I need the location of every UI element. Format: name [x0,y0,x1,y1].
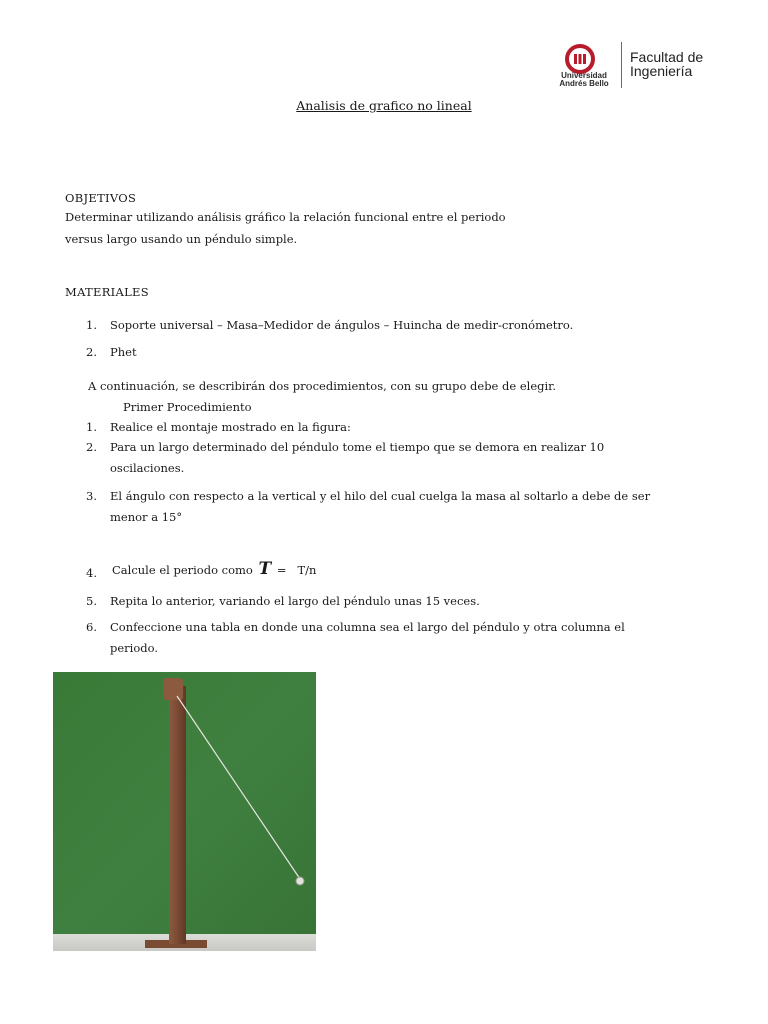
university-emblem-icon [565,44,595,74]
step-2-line2: oscilaciones. [110,461,185,475]
period-symbol: T [258,559,272,579]
pendulum-setup-image [53,672,316,951]
faculty-name-line1: Facultad de [630,49,704,65]
faculty-name [630,50,703,78]
pendulum-bob [296,877,304,885]
materiales-item-1: Soporte universal – Masa–Medidor de ángulos – Huincha de medir-cronómetro. [110,318,574,332]
university-name [550,72,618,88]
step-6-line2: periodo. [110,641,159,655]
faculty-name-line2: Ingeniería [630,63,693,79]
step-1-number: 1. [86,420,97,434]
procedimiento-heading: Primer Procedimiento [123,400,252,414]
university-name-line2: Andrés Bello [559,79,609,88]
step-1-text: Realice el montaje mostrado en la figura: [110,420,351,434]
step-3-line1: El ángulo con respecto a la vertical y el hilo del cual cuelga la masa al soltarlo a debe de ser [110,489,651,503]
objetivos-line1: Determinar utilizando análisis gráfico la relación funcional entre el periodo [65,210,506,224]
step-5-number: 5. [86,594,97,608]
step-3-line2: menor a 15° [110,510,183,524]
university-name-line1: Universidad [561,71,607,80]
step-3-number: 3. [86,489,97,503]
materiales-item-2: Phet [110,345,137,359]
stand-clamp [163,678,183,700]
step-2-line1: Para un largo determinado del péndulo tome el tiempo que se demora en realizar 10 [110,440,605,454]
step-4-equals: = [276,563,287,577]
university-logo [550,40,730,92]
materiales-item-2-number: 2. [86,345,97,359]
step-4-number: 4. [86,566,97,580]
materiales-heading: MATERIALES [65,285,149,299]
step-4-before: Calcule el periodo como [112,563,253,577]
step-6-number: 6. [86,620,97,634]
step-5-text: Repita lo anterior, variando el largo del péndulo unas 15 veces. [110,594,480,608]
step-4-text [112,559,317,579]
objetivos-heading: OBJETIVOS [65,191,137,205]
materiales-item-1-number: 1. [86,318,97,332]
logo-divider [621,42,622,88]
step-4-after: T/n [297,563,317,577]
step-6-line1: Confeccione una tabla en donde una columna sea el largo del péndulo y otra columna el [110,620,625,634]
stand-pole [169,686,186,944]
objetivos-line2: versus largo usando un péndulo simple. [65,232,298,246]
step-2-number: 2. [86,440,97,454]
document-title: Analisis de grafico no lineal [296,98,472,113]
pendulum-photo [53,672,316,951]
intro-paragraph: A continuación, se describirán dos procedimientos, con su grupo debe de elegir. [88,379,557,393]
